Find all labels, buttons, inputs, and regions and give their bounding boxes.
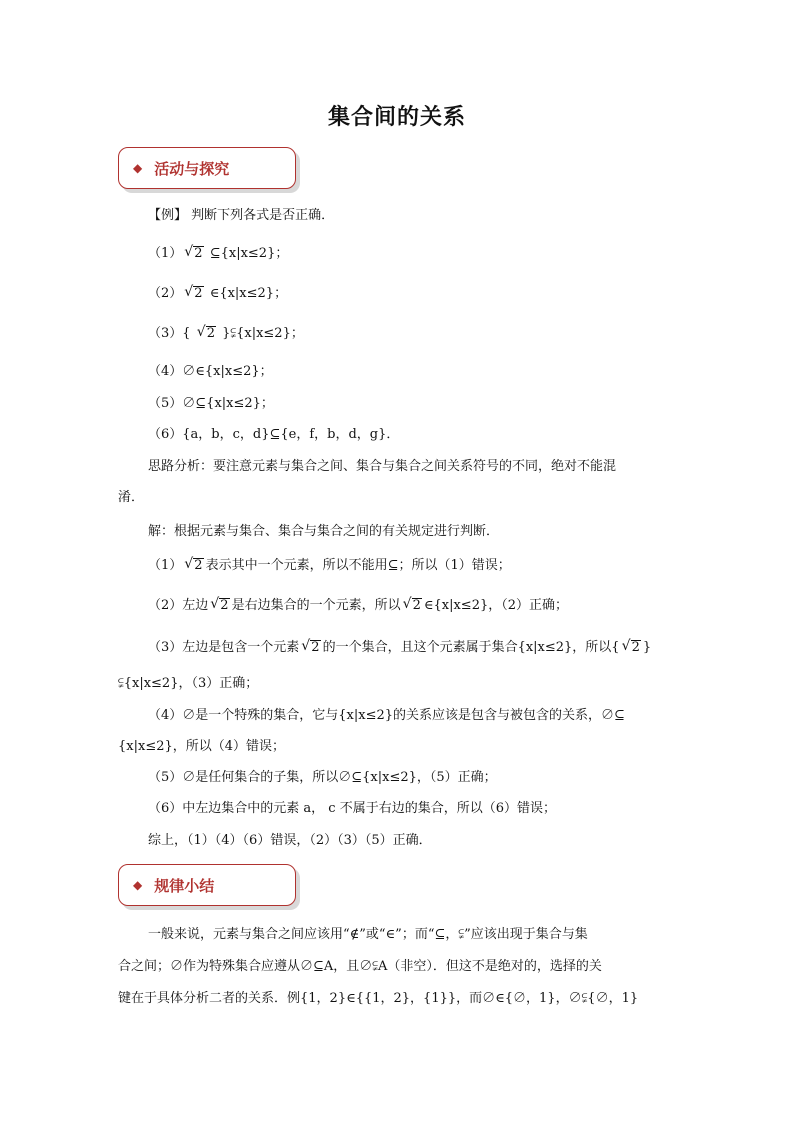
conclusion: 综上，（1）（4）（6）错误，（2）（3）（5）正确． bbox=[148, 833, 432, 848]
solution-1: （1）√ 2 表示其中一个元素，所以不能用⊆；所以（1）错误； bbox=[148, 556, 511, 576]
analysis-line-1: 思路分析：要注意元素与集合之间、集合与集合之间关系符号的不同，绝对不能混 bbox=[148, 459, 617, 474]
item-text: ⊆{x|x≤2}； bbox=[205, 246, 289, 261]
solution-4: （4）∅是一个特殊的集合，它与{x|x≤2}的关系应该是包含与被包含的关系，∅⊆ bbox=[148, 708, 625, 723]
summary-line-3: 键在于具体分析二者的关系．例{1，2}∈{{1，2}，{1}}，而∅∈{∅，1}，∅⫋{∅，1} bbox=[118, 991, 639, 1006]
example-item-6 bbox=[148, 425, 399, 445]
item-text: ∅⊆{x|x≤2}； bbox=[182, 396, 274, 411]
item-text: ∅∈{x|x≤2}； bbox=[182, 364, 273, 379]
example-item-5 bbox=[148, 394, 274, 414]
item-pre: { bbox=[182, 326, 195, 341]
solution-3: （3）左边是包含一个元素√ 2 的一个集合，且这个元素属于集合{x|x≤2}，所以{√ 2 } bbox=[148, 638, 651, 658]
item-number: （2） bbox=[148, 286, 183, 301]
diamond-icon: ◆ bbox=[133, 878, 143, 892]
item-number: （3） bbox=[148, 326, 183, 341]
analysis-line-2: 淆． bbox=[118, 490, 145, 505]
sqrt-symbol: √ 2 bbox=[184, 284, 203, 304]
sqrt-symbol: √ 2 bbox=[622, 638, 641, 658]
section-header-activity bbox=[118, 147, 296, 189]
item-number: （6） bbox=[148, 427, 183, 442]
item-text: }⫋{x|x≤2}； bbox=[217, 326, 304, 341]
sqrt-symbol: √ 2 bbox=[197, 324, 216, 344]
page-title: 集合间的关系 bbox=[327, 104, 466, 130]
sqrt-symbol: √ 2 bbox=[210, 596, 229, 616]
item-text: ∈{x|x≤2}； bbox=[205, 286, 288, 301]
solution-3-cont: ⫋{x|x≤2}，（3）正确； bbox=[118, 676, 259, 691]
solution-2: （2）左边√ 2 是右边集合的一个元素，所以√ 2 ∈{x|x≤2}，（2）正确； bbox=[148, 596, 568, 616]
summary-line-1: 一般来说，元素与集合之间应该用“∉”或“∈”；而“⊆，⫋”应该出现于集合与集 bbox=[148, 927, 588, 942]
example-intro: 【例】 判断下列各式是否正确． bbox=[148, 208, 335, 223]
item-number: （5） bbox=[148, 396, 183, 411]
solution-6: （6）中左边集合中的元素 a， c 不属于右边的集合，所以（6）错误； bbox=[148, 801, 556, 816]
example-item-2 bbox=[148, 284, 287, 304]
solution-5: （5）∅是任何集合的子集，所以∅⊆{x|x≤2}，（5）正确； bbox=[148, 770, 497, 785]
diamond-icon: ◆ bbox=[133, 161, 143, 175]
sqrt-symbol: √ 2 bbox=[301, 638, 320, 658]
sqrt-symbol: √ 2 bbox=[184, 244, 203, 264]
example-item-4 bbox=[148, 362, 273, 382]
section-label: 规律小结 bbox=[154, 876, 215, 895]
sqrt-symbol: √ 2 bbox=[184, 556, 203, 576]
example-item-3 bbox=[148, 324, 304, 344]
example-item-1 bbox=[148, 244, 288, 264]
sqrt-symbol: √ 2 bbox=[403, 596, 422, 616]
item-text: {a，b，c，d}⊆{e，f，b，d，g}． bbox=[182, 427, 400, 442]
item-number: （1） bbox=[148, 246, 183, 261]
solution-4-cont: {x|x≤2}，所以（4）错误； bbox=[118, 739, 286, 754]
item-number: （4） bbox=[148, 364, 183, 379]
solution-intro: 解：根据元素与集合、集合与集合之间的有关规定进行判断． bbox=[148, 524, 500, 539]
summary-line-2: 合之间；∅作为特殊集合应遵从∅⊆A，且∅⫋A（非空）．但这不是绝对的，选择的关 bbox=[118, 959, 602, 974]
section-header-summary bbox=[118, 864, 296, 906]
section-label: 活动与探究 bbox=[154, 159, 230, 178]
